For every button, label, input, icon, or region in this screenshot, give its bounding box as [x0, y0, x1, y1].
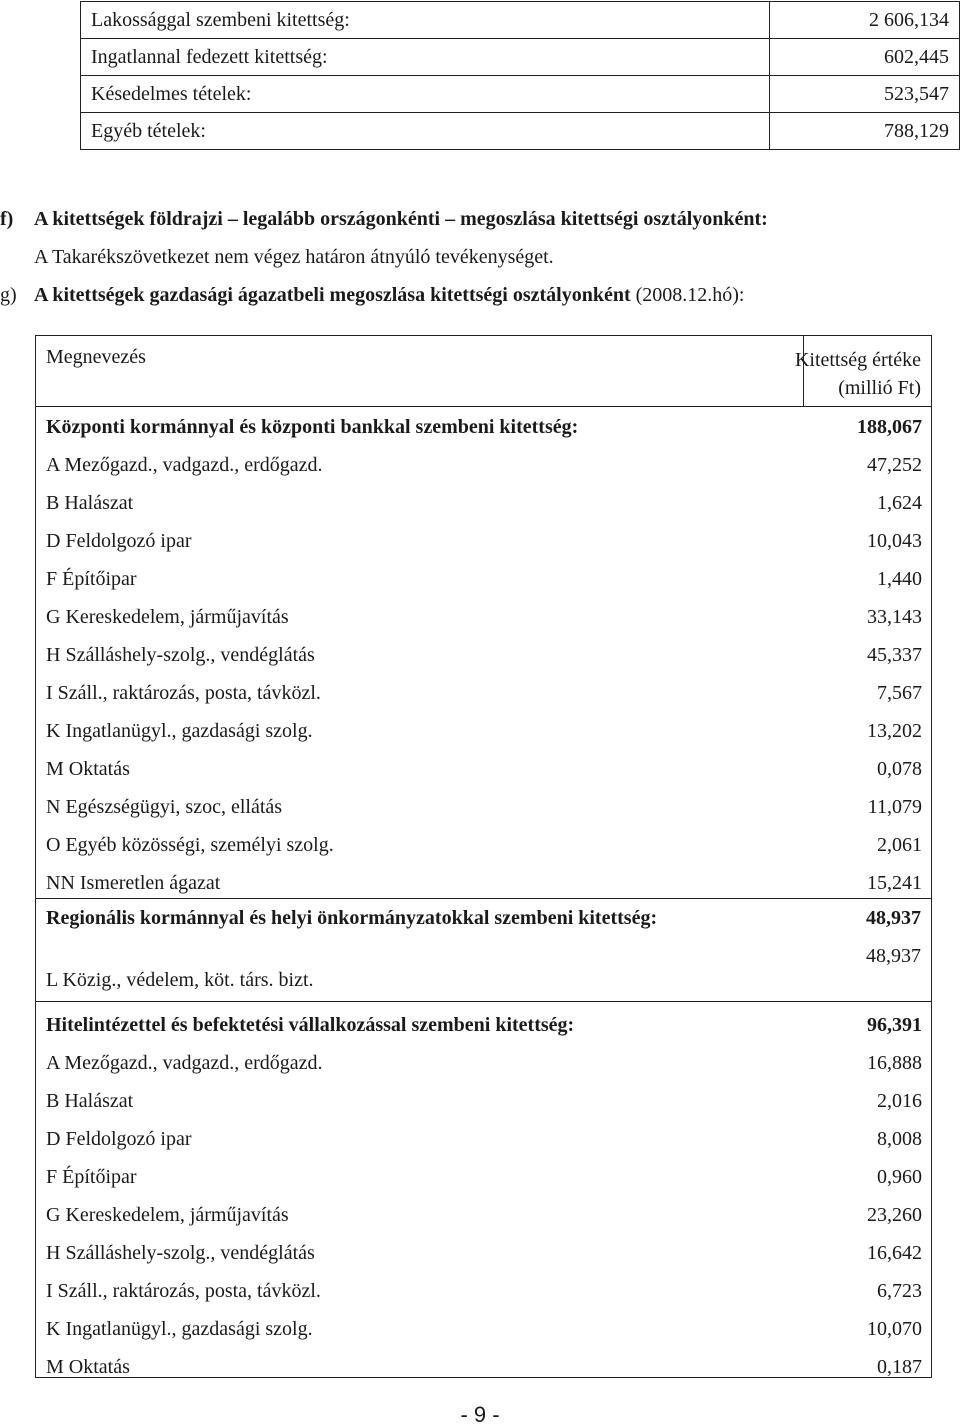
table-row	[46, 1196, 922, 1234]
header-name: Megnevezés	[46, 346, 146, 368]
sector-value: 11,079	[867, 796, 922, 818]
sector-name: L Közig., védelem, köt. társ. bizt.	[46, 969, 314, 991]
row-value: 788,129	[770, 113, 960, 150]
table-row	[46, 712, 922, 750]
group-divider	[36, 1001, 931, 1002]
sector-name: K Ingatlanügyl., gazdasági szolg.	[46, 1318, 313, 1340]
sector-name: M Oktatás	[46, 1356, 130, 1378]
group-title: Regionális kormánnyal és helyi önkormányzatokkal szembeni kitettség:	[46, 907, 658, 929]
group-title: Központi kormánnyal és központi bankkal szembeni kitettség:	[46, 416, 579, 438]
row-value: 2 606,134	[770, 2, 960, 39]
sector-value: 16,888	[867, 1052, 922, 1074]
section-g-marker: g)	[0, 284, 17, 306]
table-row	[46, 1082, 922, 1120]
sector-value: 15,241	[867, 872, 922, 894]
sector-value: 6,723	[877, 1280, 922, 1302]
sector-name: H Szálláshely-szolg., vendéglátás	[46, 644, 315, 666]
table-row	[46, 446, 922, 484]
sector-name: N Egészségügyi, szoc, ellátás	[46, 796, 283, 818]
sector-name: I Száll., raktározás, posta, távközl.	[46, 1280, 321, 1302]
section-f-heading	[0, 208, 768, 231]
group-total-row	[46, 408, 922, 446]
table-row	[46, 636, 922, 674]
row-label: Késedelmes tételek:	[81, 76, 770, 113]
table-row	[46, 674, 922, 712]
sector-value: 48,937	[866, 945, 921, 967]
header-value-line2: (millió Ft)	[838, 377, 921, 399]
table-row	[46, 826, 922, 864]
table-row	[46, 598, 922, 636]
sector-value: 1,624	[877, 492, 922, 514]
table-row	[46, 864, 922, 902]
table-row	[46, 1310, 922, 1348]
table-row	[46, 1234, 922, 1272]
sector-value: 33,143	[867, 606, 922, 628]
header-divider	[36, 406, 931, 407]
table-row	[46, 560, 922, 598]
sector-name: O Egyéb közösségi, személyi szolg.	[46, 834, 334, 856]
sector-name: F Építőipar	[46, 1166, 137, 1188]
sector-value: 2,061	[877, 834, 922, 856]
table-row	[46, 1272, 922, 1310]
sector-value: 10,043	[867, 530, 922, 552]
table-row	[81, 76, 960, 113]
section-g-heading	[0, 284, 745, 307]
table-row	[81, 39, 960, 76]
sector-name: D Feldolgozó ipar	[46, 1128, 192, 1150]
sector-value: 0,960	[877, 1166, 922, 1188]
table-row	[46, 788, 922, 826]
sector-value: 45,337	[867, 644, 922, 666]
section-g-date: (2008.12.hó):	[635, 284, 745, 306]
table-row	[46, 522, 922, 560]
sector-value: 8,008	[877, 1128, 922, 1150]
table-row	[46, 1158, 922, 1196]
table-row	[46, 1120, 922, 1158]
group-total: 48,937	[866, 907, 921, 929]
sector-name: I Száll., raktározás, posta, távközl.	[46, 682, 321, 704]
row-label: Egyéb tételek:	[81, 113, 770, 150]
section-g-title: A kitettségek gazdasági ágazatbeli megoszlása kitettségi osztályonként	[34, 284, 631, 306]
sector-exposure-table	[35, 335, 932, 1378]
sector-name: A Mezőgazd., vadgazd., erdőgazd.	[46, 1052, 323, 1074]
group-total-row	[46, 1006, 922, 1044]
table-row	[46, 1044, 922, 1082]
sector-name: H Szálláshely-szolg., vendéglátás	[46, 1242, 315, 1264]
sector-value: 1,440	[877, 568, 922, 590]
row-value: 523,547	[770, 76, 960, 113]
sector-value: 2,016	[877, 1090, 922, 1112]
section-f-text: A Takarékszövetkezet nem végez határon átnyúló tevékenységet.	[34, 246, 554, 268]
sector-value: 7,567	[877, 682, 922, 704]
sector-name: F Építőipar	[46, 568, 137, 590]
sector-name: K Ingatlanügyl., gazdasági szolg.	[46, 720, 313, 742]
table-row	[81, 2, 960, 39]
sector-name: NN Ismeretlen ágazat	[46, 872, 221, 894]
page-number: - 9 -	[460, 1402, 500, 1427]
sector-name: M Oktatás	[46, 758, 130, 780]
sector-name: G Kereskedelem, járműjavítás	[46, 1204, 289, 1226]
sector-value: 10,070	[867, 1318, 922, 1340]
sector-value: 16,642	[867, 1242, 922, 1264]
header-value	[795, 346, 921, 402]
sector-value: 13,202	[867, 720, 922, 742]
top-exposure-table	[80, 1, 960, 150]
sector-value: 0,078	[877, 758, 922, 780]
table-row	[46, 484, 922, 522]
row-label: Lakossággal szembeni kitettség:	[81, 2, 770, 39]
sector-name: A Mezőgazd., vadgazd., erdőgazd.	[46, 454, 323, 476]
sector-value: 23,260	[867, 1204, 922, 1226]
header-value-line1: Kitettség értéke	[794, 349, 921, 371]
sector-name: D Feldolgozó ipar	[46, 530, 192, 552]
row-label: Ingatlannal fedezett kitettség:	[81, 39, 770, 76]
group-total: 188,067	[857, 416, 922, 438]
row-value: 602,445	[770, 39, 960, 76]
group-title: Hitelintézettel és befektetési vállalkozással szembeni kitettség:	[46, 1014, 575, 1036]
sector-name: B Halászat	[46, 492, 134, 514]
section-f-marker: f)	[0, 208, 14, 230]
sector-name: B Halászat	[46, 1090, 134, 1112]
table-row	[46, 750, 922, 788]
sector-name: G Kereskedelem, járműjavítás	[46, 606, 289, 628]
group-total: 96,391	[867, 1014, 922, 1036]
section-f-title: A kitettségek földrajzi – legalább országonkénti – megoszlása kitettségi osztályonként:	[34, 208, 768, 230]
table-row	[46, 1348, 922, 1386]
table-row	[81, 113, 960, 150]
sector-value: 0,187	[877, 1356, 922, 1378]
sector-value: 47,252	[867, 454, 922, 476]
